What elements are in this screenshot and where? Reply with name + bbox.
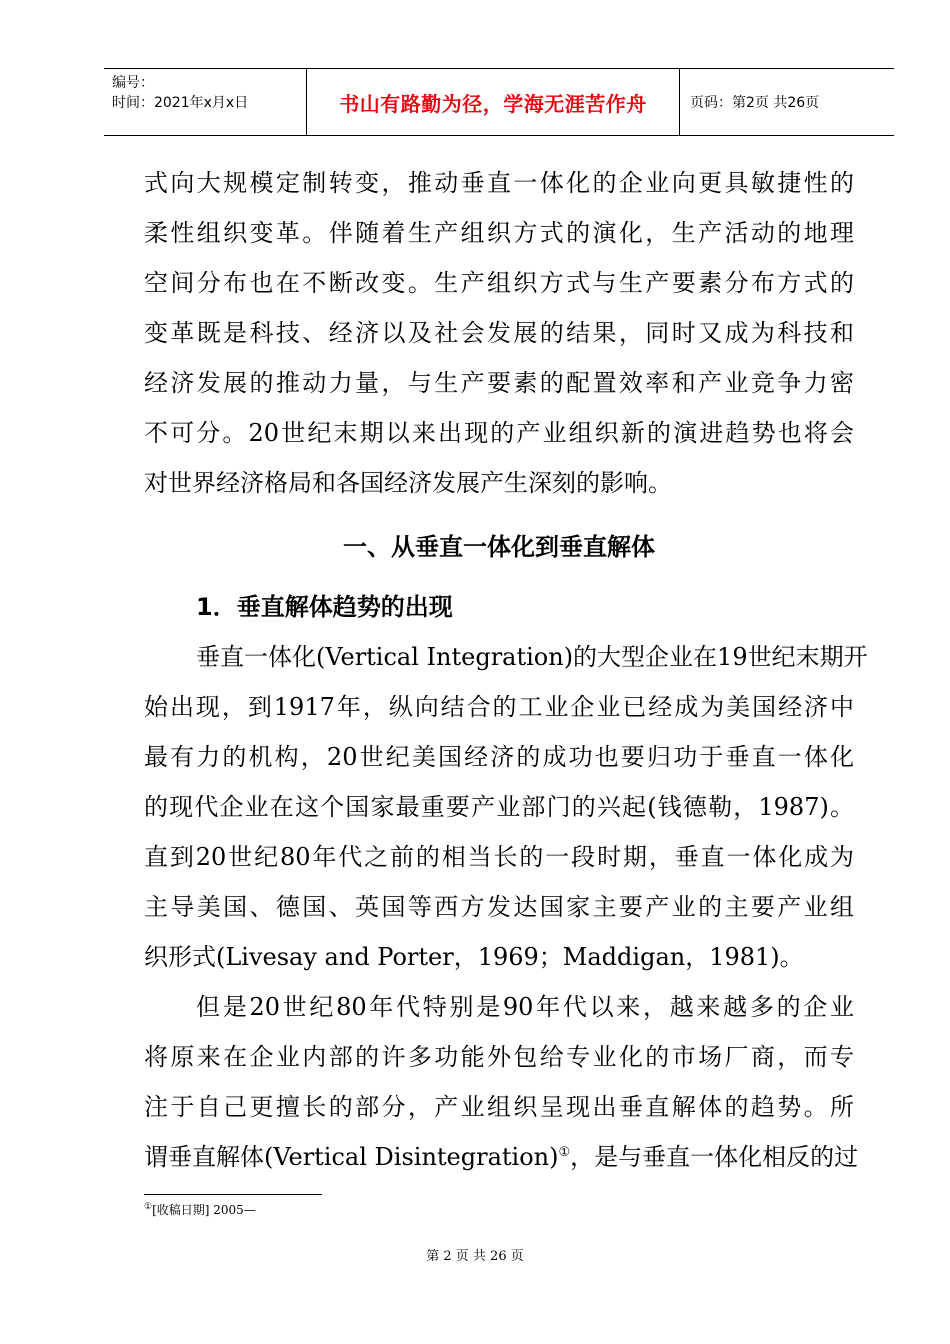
- body-line: 柔性组织变革。伴随着生产组织方式的演化，生产活动的地理: [144, 219, 854, 247]
- body-line-with-footnote: [144, 1142, 859, 1172]
- body-line: 变革既是科技、经济以及社会发展的结果，同时又成为科技和: [144, 319, 854, 347]
- body-text: 谓垂直解体(Vertical Disintegration): [144, 1143, 559, 1171]
- footnote-text: [收稿日期] 2005—: [152, 1203, 256, 1217]
- body-line: 式向大规模定制转变，推动垂直一体化的企业向更具敏捷性的: [144, 169, 854, 197]
- body-line: 不可分。20世纪末期以来出现的产业组织新的演进趋势也将会: [144, 419, 854, 447]
- body-line-indent: 垂直一体化(Vertical Integration)的大型企业在19世纪末期开: [196, 643, 868, 671]
- header-motto-cell: [306, 69, 680, 135]
- page-footer: 第 2 页 共 26 页: [426, 1249, 524, 1264]
- number-label: 编号：: [112, 75, 154, 91]
- body-line: 最有力的机构，20世纪美国经济的成功也要归功于垂直一体化: [144, 743, 854, 771]
- body-line: 对世界经济格局和各国经济发展产生深刻的影响。: [144, 469, 672, 497]
- body-line: 注于自己更擅长的部分，产业组织呈现出垂直解体的趋势。所: [144, 1093, 854, 1121]
- body-line: 将原来在企业内部的许多功能外包给专业化的市场厂商，而专: [144, 1043, 854, 1071]
- subsection-heading: 1．垂直解体趋势的出现: [196, 593, 453, 621]
- body-line: 的现代企业在这个国家最重要产业部门的兴起(钱德勒，1987)。: [144, 793, 854, 821]
- body-line: 始出现，到1917年，纵向结合的工业企业已经成为美国经济中: [144, 693, 854, 721]
- body-line: 经济发展的推动力量，与生产要素的配置效率和产业竞争力密: [144, 369, 854, 397]
- page-info-label: 页码：第2页 共26页: [690, 95, 820, 111]
- body-line: 直到20世纪80年代之前的相当长的一段时期，垂直一体化成为: [144, 843, 854, 871]
- body-text: ，是与垂直一体化相反的过: [570, 1143, 859, 1171]
- section-heading: 一、从垂直一体化到垂直解体: [343, 533, 655, 561]
- body-line-indent: 但是20世纪80年代特别是90年代以来，越来越多的企业: [196, 993, 854, 1021]
- footnote-ref[interactable]: ①: [558, 1145, 571, 1160]
- time-label: 时间：2021年x月x日: [112, 95, 249, 111]
- body-line: 空间分布也在不断改变。生产组织方式与生产要素分布方式的: [144, 269, 854, 297]
- header-meta: [104, 69, 306, 135]
- header-motto: 书山有路勤为径，学海无涯苦作舟: [339, 91, 647, 116]
- page-header: [104, 68, 894, 136]
- footnote-separator: [144, 1194, 322, 1195]
- footnote: [144, 1202, 256, 1218]
- body-line: 织形式(Livesay and Porter，1969；Maddigan，1981)。: [144, 943, 804, 971]
- footnote-mark: ①: [144, 1202, 153, 1212]
- body-line: 主导美国、德国、英国等西方发达国家主要产业的主要产业组: [144, 893, 854, 921]
- header-page-info: [680, 69, 894, 135]
